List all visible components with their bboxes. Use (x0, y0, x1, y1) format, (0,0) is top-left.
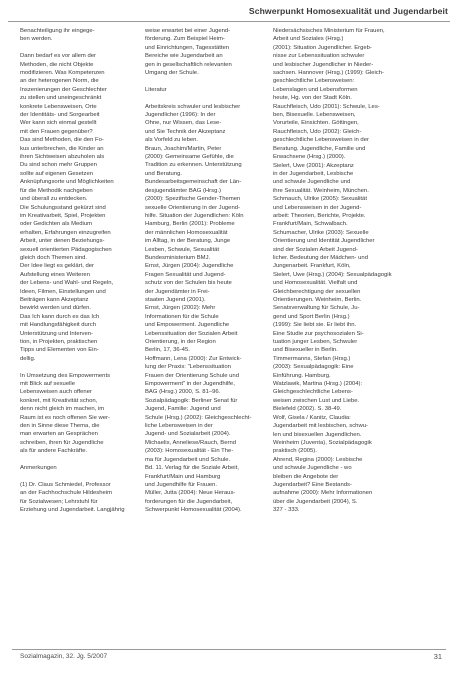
text-line: Aufstellung eines Weiteren (20, 271, 90, 278)
text-line: Ideen, Filmen, Einstellungen und (20, 288, 106, 295)
text-line: modifizieren. Was Kompetenzen (20, 70, 105, 77)
text-line: in der Jugendarbeit, Lesbische (273, 170, 354, 177)
text-line: Tradition zu erkennen. Unterstützung (145, 162, 242, 169)
text-line: im Alltag, in der Beratung, Junge (145, 238, 231, 245)
text-line: Watzlawik, Martina (Hrsg.) (2004): (273, 381, 363, 388)
text-line: Berlin, 17, 36-45. (145, 347, 190, 354)
text-line: Vorurteile, Einsichten. Göttingen, (273, 120, 359, 127)
text-line: zu stellen und uneingeschränkt (20, 95, 102, 102)
text-line: Frauen der Orientierung Schule und (145, 372, 239, 379)
text-line: In Umsetzung des Empowerments (20, 372, 111, 379)
text-line: Orientierung, in der Region (145, 339, 216, 345)
text-line: Eine Studie zur psychosozialen Si- (273, 330, 364, 337)
text-line: bleiben die Angebote der (273, 473, 339, 480)
section-heading: Literatur (145, 86, 167, 93)
text-line: (2003): Sexualpädagogik: Eine (273, 364, 354, 371)
text-line: Arbeit und Soziales (Hrsg.) (273, 36, 344, 43)
text-line: schreiben, ihren für Jugendliche (20, 439, 104, 446)
text-line: tuation junger Lesben, Schwuler (273, 339, 358, 346)
text-line: Fragen Sexualität und Jugend- (145, 271, 226, 278)
text-line: der Lebens- und Wahl- und Regeln, (20, 280, 114, 287)
text-line: Benachteiligung ihr eingege- (20, 28, 95, 34)
text-line: Methoden, die nicht Objekte (20, 61, 94, 68)
text-line: kus unterbrechen, die Kinder an (20, 145, 104, 152)
text-line: gend und Sport Berlin (Hrsg.) (273, 313, 350, 320)
text-line: Wolf, Gisela / Kanitz, Claudia: (273, 414, 351, 421)
text-line: geschlechtliche Lebensweisen: (273, 78, 355, 85)
text-line: Umgang der Schule. (145, 70, 199, 77)
text-line: Sielert, Uwe (Hrsg.) (2004): Sexualpädagogik (273, 271, 392, 278)
paragraph-gap (145, 77, 261, 85)
text-line: Schmauch, Ulrike (2005): Sexualität (273, 196, 367, 203)
text-line: ben, Bisexuelle. Lebensweisen, (273, 112, 356, 119)
text-line: Gleichgeschlechtliche Lebens- (273, 389, 353, 396)
text-line: licher. Bedeutung der Mädchen- und (273, 254, 368, 261)
text-line: Schule (Hrsg.) (2002): Gleichgeschlecht- (145, 414, 252, 421)
text-line: (2003): Homosexualität - Ein The- (145, 448, 234, 455)
text-line: staaten Jugend (2001). (145, 296, 206, 303)
text-line: Einführung. Hamburg. (273, 372, 331, 379)
text-line: Beratung. Jugendliche, Familie und (273, 145, 366, 152)
page-number: 31 (433, 652, 442, 661)
text-line: Bielefeld (2002). S. 38-49. (273, 406, 342, 413)
text-line: mit den Frauen gegenüber? (20, 128, 93, 135)
text-line: Inszenierungen der Geschlechter (20, 86, 107, 93)
text-line: Informationen für die Schule (145, 313, 219, 320)
text-line: lung der Praxis: "Lebenssituation (145, 364, 231, 371)
text-line: weise erwartet bei einer Jugend- (145, 28, 231, 34)
text-line: 327 - 333. (273, 507, 300, 514)
text-line: Jugendarbeit mit lesbischen, schwu- (273, 423, 368, 430)
text-line: konkrete Lebensweisen, Orte (20, 103, 97, 110)
text-line: ihre Sexualität. Weinheim, München. (273, 187, 369, 194)
text-line: tion, in Projekten, praktischen (20, 339, 98, 346)
text-line: Frankfurt/Main, Schwalbach. (273, 221, 348, 228)
text-line: für die Methodik nachgeben (20, 187, 93, 194)
text-line: Das sind Methoden, die den Fo- (20, 137, 104, 144)
text-line: Orientierung und Identität Jugendlicher (273, 238, 375, 245)
text-line: BAG (Hrsg.) 2000, S. 81–96. (145, 389, 221, 396)
text-line: und Beratung. (145, 170, 183, 177)
text-line: und Empowerment. Jugendliche (145, 322, 230, 329)
text-line: Schwerpunkt Homosexualität (2004). (145, 507, 242, 514)
text-line: Arbeit, unter denen Beziehungs- (20, 238, 105, 245)
text-line: für Sozialwesen; Lehrstuhl für (20, 498, 98, 505)
text-line: Bereiche wie Jugendarbeit an (145, 53, 223, 60)
text-line: gleich doch Themen sind. (20, 254, 88, 261)
text-column-1 (20, 27, 132, 639)
text-line: Jugend, Familie: Jugend und (145, 406, 221, 413)
text-line: arbeit: Theorien, Berichte, Projekte. (273, 212, 366, 219)
text-line: konkret, mit Kreativität schon, (20, 397, 98, 404)
text-line: und überall zu entdecken. (20, 196, 88, 203)
text-line: (2000): Gemeinsame Gefühle, die (145, 154, 234, 161)
text-line: und schwule Jugendliche - wo (273, 465, 352, 472)
text-line: aufnahme (2000): Mehr Informationen (273, 490, 373, 497)
text-line: Braun, Joachim/Martin, Peter (145, 145, 222, 152)
text-line: desjugendämter BAG (Hrsg.) (145, 187, 221, 194)
text-line: ma für Jugendarbeit und Schule. (145, 456, 231, 463)
text-line: und Jugendhilfe für Frauen. (145, 481, 218, 488)
text-line: und schwule Jugendliche und (273, 179, 351, 186)
text-line: Arbeitskreis schwuler und lesbischer (145, 103, 241, 110)
text-line: Michaelis, Anneliese/Rauch, Bernd (145, 439, 237, 446)
paragraph-gap (145, 94, 261, 102)
text-line: der Identitäts- und Sorgearbeit (20, 112, 100, 119)
text-line: Bundesarbeitsgemeinschaft der Län- (145, 179, 242, 186)
text-line: Lebenssituation der Sozialen Arbeit (145, 330, 238, 337)
text-line: Rauchfleisch, Udo (2002): Gleich- (273, 128, 362, 135)
text-line: Hamburg, Berlin (2001): Probleme (145, 221, 235, 228)
text-line: Bd. 11. Verlag für die Soziale Arbeit, (145, 465, 239, 472)
text-line: liche Lebensweisen in der (145, 423, 213, 430)
page-footer (12, 649, 446, 662)
text-line: (1999): Sie liebt sie. Er liebt ihn. (273, 322, 357, 329)
text-column-3 (273, 27, 443, 639)
text-line: und Lebensweisen in der Jugend- (273, 204, 362, 211)
text-line: und Bisexueller in Berlin. (273, 347, 338, 354)
text-line: (1) Dr. Claus Schmiedel, Professor (20, 481, 111, 488)
text-line: gen in gesellschaftlich relevanten (145, 61, 232, 68)
text-line: Anknüpfungsorte und Möglichkeiten (20, 179, 114, 186)
text-column-2 (145, 27, 261, 639)
text-line: Ernst, Jürgen (2002): Mehr (145, 305, 216, 312)
text-line: der Jugendämter in Frei- (145, 288, 210, 295)
text-line: Hoffmann, Lena (2000): Zur Entwick- (145, 355, 242, 362)
text-line: Lebenslagen und Lebensformen (273, 86, 358, 93)
text-line: an der Fachhochschule Hildesheim (20, 490, 113, 497)
text-line: geschlechtliche Lebensweisen in der (273, 137, 369, 144)
running-header: Schwerpunkt Homosexualität und Jugendarbeit (248, 6, 448, 16)
text-line: Timmermanns, Stefan (Hrsg.) (273, 355, 351, 362)
text-line: Senatsverwaltung für Schule, Ju- (273, 305, 360, 312)
text-line: Orientierungen. Weinheim, Berlin. (273, 297, 362, 303)
text-line: im Kreativarbeit, Spiel, Projekten (20, 212, 106, 219)
text-line: len und bisexuellen Jugendlichen. (273, 431, 362, 438)
text-line: Du sind schon mehr Gruppen (20, 162, 97, 169)
text-line: (2000): Spezifische Gender-Themen (145, 196, 241, 203)
text-line: Lesben, Schwule, Sexualität (145, 246, 220, 253)
text-line: Der Idee liegt es geklärt, der (20, 263, 94, 270)
text-line: heute, Hg. von der Stadt Köln. (273, 95, 352, 102)
text-line: sollte auf eigenen Gesetzen (20, 170, 94, 177)
text-line: mit Handlungsfähigkeit durch (20, 322, 96, 329)
text-line: schutz von der Schulen bis heute (145, 280, 232, 287)
text-line: und Homosexualität. Vielfalt und (273, 280, 358, 287)
text-line: Rauchfleisch, Udo (2001): Schwule, Les- (273, 103, 380, 110)
text-line: und Sie Technik der Akzeptanz (145, 128, 226, 135)
paragraph-gap (20, 472, 132, 480)
text-line: und lesbischer Jugendlicher in Nieder- (273, 61, 374, 68)
text-line: Unterstützung und Interven- (20, 330, 94, 337)
text-line: Empowerment" in der Jugendhilfe, (145, 381, 235, 388)
text-line: Jugendlicher (1996): In der (145, 112, 216, 119)
text-line: ben werden. (20, 36, 53, 43)
text-line: Jugend- und Sozialarbeit (2004). (145, 431, 231, 438)
text-line: sind der Sozialen Arbeit Jugend- (273, 246, 358, 253)
text-line: Lebensweisen auch offener (20, 389, 92, 396)
text-line: Ahrend, Regina (2000): Lesbische (273, 456, 363, 463)
text-line: Erziehung und Jugendarbeit. Langjährig (20, 507, 125, 514)
text-line: weisen zwischen Lust und Liebe. (273, 397, 360, 404)
text-line: Die Schulungsstand gekürzt sind (20, 204, 106, 211)
text-line: Müller, Jutta (2004): Neue Heraus- (145, 490, 236, 497)
text-line: Schumacher, Ulrike (2003): Sexuelle (273, 229, 369, 236)
text-line: Wer kann sich einmal gestellt (20, 120, 97, 127)
text-line: Das Ich kann durch es das Ich (20, 313, 100, 320)
text-line: Sielert, Uwe (2001): Akzeptanz (273, 162, 354, 169)
text-line: mit Blick auf sexuelle (20, 381, 76, 388)
text-line: bewirkt werden und dürfen. (20, 305, 92, 312)
text-line: praktisch (2005). (273, 448, 317, 455)
text-line: Erwachsene (Hrsg.) (2000). (273, 154, 346, 161)
text-line: der männlichen Homosexualität (145, 229, 228, 236)
text-line: Dann bedarf es vor allem der (20, 53, 96, 60)
section-heading: Anmerkungen (20, 465, 57, 472)
text-line: förderung. Zum Beispiel Heim- (145, 36, 225, 43)
paragraph-gap (20, 363, 132, 371)
text-line: Frankfurt/Main und Hamburg (145, 473, 221, 480)
text-line: Bundesministerium BMJ. (145, 254, 211, 261)
text-line: sexuelle Orientierung in der Jugend- (145, 204, 240, 211)
text-line: an der heterogenen Norm, die (20, 78, 99, 85)
text-line: Jungenarbeit. Frankfurt, Köln, (273, 263, 351, 270)
text-line: und Einrichtungen, Tagesstätten (145, 44, 230, 51)
text-line: über die Jugendarbeit (2004), S. (273, 498, 358, 505)
text-line: nisse zur Lebenssituation schwuler (273, 53, 365, 60)
text-line: ihren Sichtweisen abzuholen als (20, 154, 105, 161)
text-line: Ernst, Jürgen (2004): Jugendliche (145, 263, 234, 270)
text-line: erhalten, Erfahrungen einzugreifen (20, 229, 111, 236)
text-line: den in Sinne diese Thema, die (20, 423, 100, 430)
text-line: (2001): Situation Jugendlicher. Ergeb- (273, 44, 372, 51)
text-line: man erwarten an Gesprächen (20, 431, 98, 438)
paragraph-gap (20, 456, 132, 464)
text-line: Weinheim (Juventa), Sozialpädagogik (273, 439, 372, 446)
text-line: Gleichberechtigung der sexuellen (273, 288, 361, 295)
text-line: Jugendarbeit? Eine Bestands- (273, 481, 352, 488)
text-line: sexuell orientierten Pädagogischen (20, 246, 112, 253)
journal-citation: Sozialmagazin, 32. Jg. 5/2007 (20, 653, 108, 660)
header-rule (8, 21, 450, 22)
text-line: Beiträgen kann Akzeptanz (20, 296, 89, 303)
text-line: forderungen für die Jugendarbeit, (145, 498, 233, 505)
text-line: Niedersächsisches Ministerium für Frauen, (273, 28, 385, 34)
text-line: denn nicht gleich im machen, im (20, 406, 105, 413)
text-line: Tipps und Elementen von Ein- (20, 347, 99, 354)
text-line: hilfe. Situation der Jugendlichen: Köln (145, 212, 244, 219)
paragraph-gap (20, 44, 132, 52)
text-line: dellig. (20, 355, 36, 362)
text-line: oder Gedichten als Medium (20, 221, 93, 228)
text-line: als für andere Fachkräfte. (20, 448, 88, 455)
text-line: sachsen. Hannover (Hrsg.) (1999): Gleich- (273, 70, 384, 77)
text-line: Sozialpädagogik: Berliner Senat für (145, 397, 238, 404)
text-line: Ohne, nur Wissen, das Lese- (145, 120, 222, 127)
text-line: Raum ist es noch offenen Sie wer- (20, 414, 110, 421)
text-line: als Vorfeld zu leben. (145, 137, 199, 144)
